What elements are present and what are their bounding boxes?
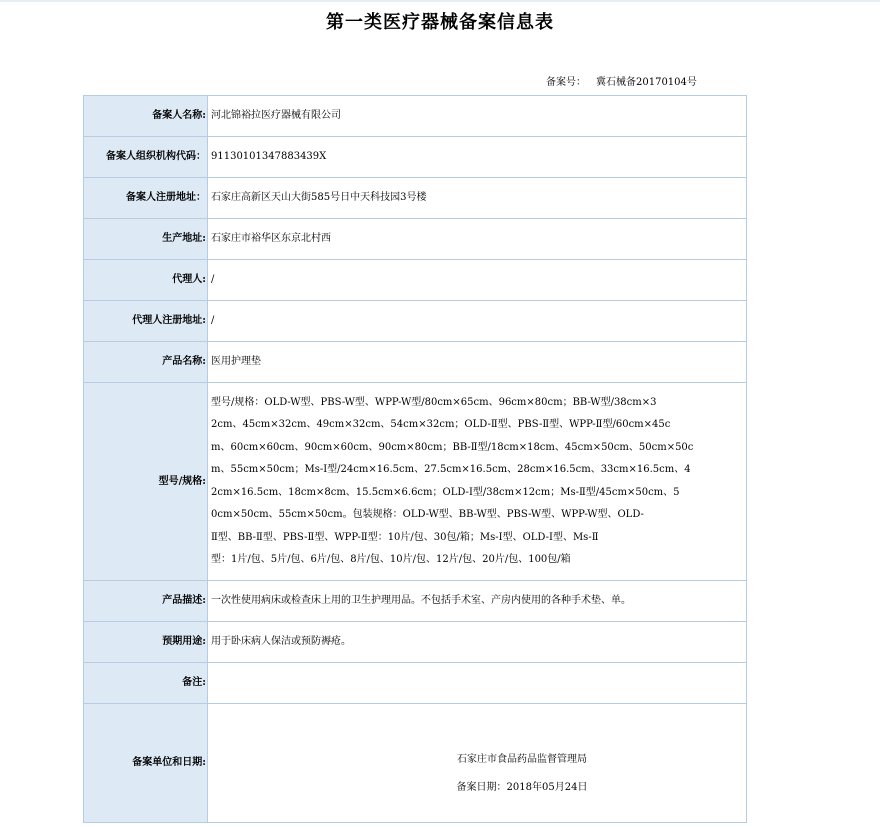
spec-line: 0cm×50cm、55cm×50cm。包装规格：OLD-W型、BB-W型、PBS-W型、WPP-W型、OLD- — [211, 509, 644, 520]
table-row — [84, 342, 747, 383]
spec-line: Ⅱ型、BB-Ⅱ型、PBS-Ⅱ型、WPP-Ⅱ型：10片/包、30包/箱；Ms-Ⅰ型、OLD-Ⅰ型、Ms-Ⅱ — [211, 531, 599, 543]
table-row — [84, 96, 747, 137]
table-row — [84, 137, 747, 178]
record-number-label: 备案号： — [546, 77, 586, 88]
table-row — [84, 260, 747, 301]
table-row — [84, 178, 747, 219]
record-number — [546, 73, 697, 88]
description-value: 一次性使用病床或检查床上用的卫生护理用品。不包括手术室、产房内使用的各种手术垫、单。 — [208, 581, 747, 622]
agent-label: 代理人: — [84, 260, 208, 301]
top-border — [0, 0, 880, 2]
agent-address-value: / — [208, 301, 747, 342]
spec-value — [208, 383, 747, 581]
production-address-value: 石家庄市裕华区东京北村西 — [208, 219, 747, 260]
description-label: 产品描述: — [84, 581, 208, 622]
table-row — [84, 383, 747, 581]
filing-unit-date-label: 备案单位和日期: — [84, 704, 208, 823]
intended-use-label: 预期用途: — [84, 622, 208, 663]
filing-info-table — [83, 95, 747, 823]
agent-address-label: 代理人注册地址: — [84, 301, 208, 342]
page-title: 第一类医疗器械备案信息表 — [326, 12, 554, 33]
table-row — [84, 301, 747, 342]
filer-name-label: 备案人名称: — [84, 96, 208, 137]
filing-date: 备案日期：2018年05月24日 — [456, 782, 588, 793]
product-name-label: 产品名称: — [84, 342, 208, 383]
spec-line: 型：1片/包、5片/包、6片/包、8片/包、10片/包、12片/包、20片/包、100包/箱 — [211, 554, 571, 565]
remarks-value — [208, 663, 747, 704]
signature-block — [211, 750, 743, 798]
org-code-value: 91130101347883439X — [208, 137, 747, 178]
spec-line: 型号/规格：OLD-W型、PBS-W型、WPP-W型/80cm×65cm、96cm×80cm；BB-W型/38cm×3 — [211, 396, 657, 408]
record-number-value: 冀石械备20170104号 — [596, 77, 697, 88]
org-code-label: 备案人组织机构代码： — [84, 137, 208, 178]
filer-name-value: 河北锦裕拉医疗器械有限公司 — [208, 96, 747, 137]
table-row — [84, 219, 747, 260]
table-row — [84, 581, 747, 622]
table-row — [84, 622, 747, 663]
spec-line: 2cm、45cm×32cm、49cm×32cm、54cm×32cm；OLD-Ⅱ型、PBS-Ⅱ型、WPP-Ⅱ型/60cm×45c — [211, 419, 671, 430]
product-name-value: 医用护理垫 — [208, 342, 747, 383]
production-address-label: 生产地址: — [84, 219, 208, 260]
spec-line: m、55cm×50cm；Ms-Ⅰ型/24cm×16.5cm、27.5cm×16.5cm、28cm×16.5cm、33cm×16.5cm、4 — [211, 464, 691, 475]
agent-value: / — [208, 260, 747, 301]
intended-use-value: 用于卧床病人保洁或预防褥疮。 — [208, 622, 747, 663]
reg-address-value: 石家庄高新区天山大街585号日中天科技园3号楼 — [208, 178, 747, 219]
spec-line: m、60cm×60cm、90cm×60cm、90cm×80cm；BB-Ⅱ型/18cm×18cm、45cm×50cm、50cm×50c — [211, 441, 694, 453]
spec-line: 2cm×16.5cm、18cm×8cm、15.5cm×6.6cm；OLD-Ⅰ型/38cm×12cm；Ms-Ⅱ型/45cm×50cm、5 — [211, 486, 680, 498]
table-row — [84, 704, 747, 823]
reg-address-label: 备案人注册地址： — [84, 178, 208, 219]
table-row — [84, 663, 747, 704]
remarks-label: 备注: — [84, 663, 208, 704]
spec-label: 型号/规格: — [84, 383, 208, 581]
filing-agency: 石家庄市食品药品监督管理局 — [457, 754, 587, 765]
filing-unit-date-value — [208, 704, 747, 823]
